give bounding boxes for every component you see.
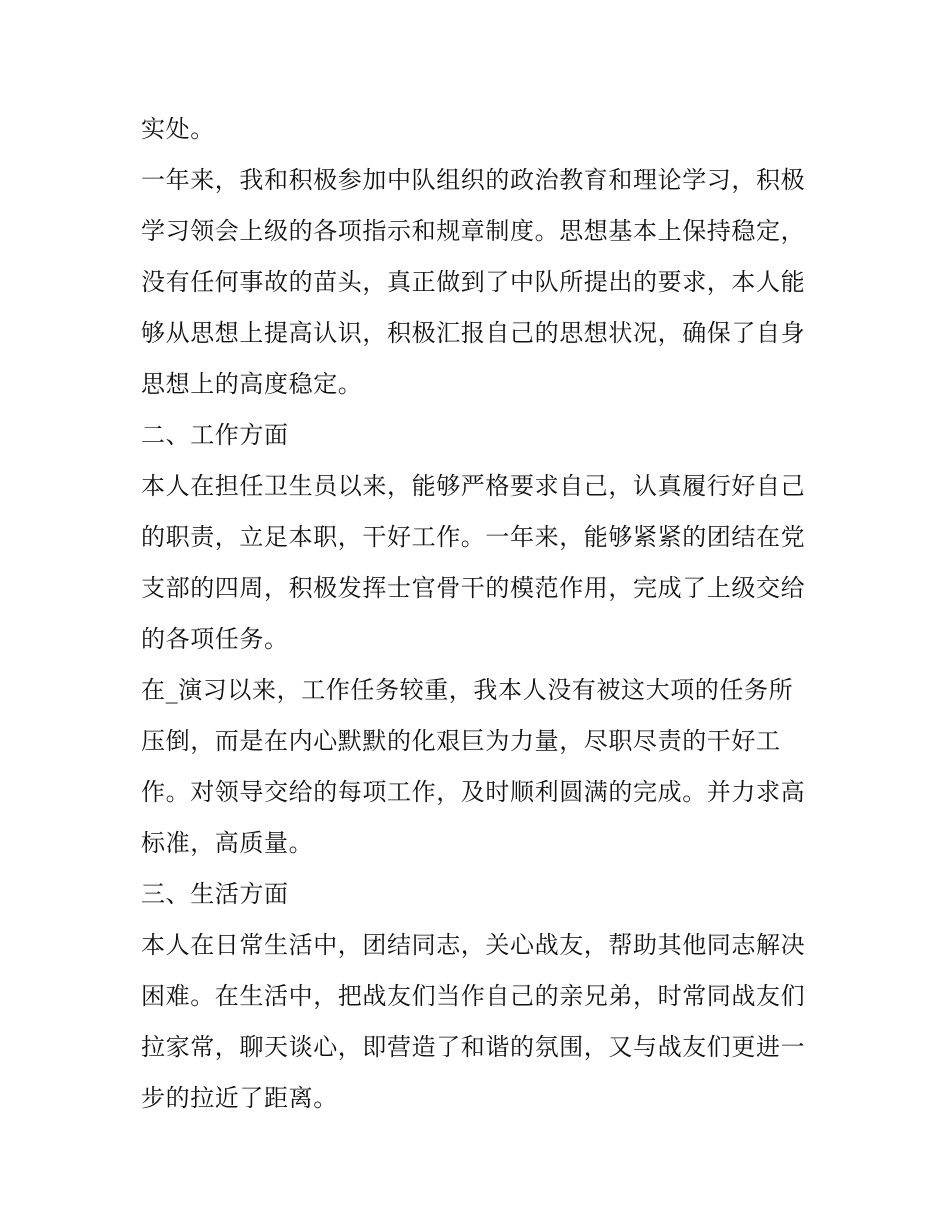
- text-line: 学习领会上级的各项指示和规章制度。思想基本上保持稳定，: [141, 217, 806, 245]
- text-line: 困难。在生活中，把战友们当作自己的亲兄弟，时常同战友们: [141, 982, 806, 1010]
- text-line: 没有任何事故的苗头，真正做到了中队所提出的要求，本人能: [141, 268, 806, 296]
- text-line: 实处。: [141, 115, 215, 143]
- text-line: 的各项任务。: [141, 625, 289, 653]
- text-line: 步的拉近了距离。: [141, 1084, 338, 1112]
- section-heading-work: 二、工作方面: [141, 421, 289, 449]
- text-line: 标准，高质量。: [141, 829, 314, 857]
- text-line: 思想上的高度稳定。: [141, 370, 363, 398]
- text-line: 压倒，而是在内心默默的化艰巨为力量，尽职尽责的干好工: [141, 727, 781, 755]
- text-line: 一年来，我和积极参加中队组织的政治教育和理论学习，积极: [141, 166, 806, 194]
- section-heading-life: 三、生活方面: [141, 880, 289, 908]
- text-line: 的职责，立足本职，干好工作。一年来，能够紧紧的团结在党: [141, 523, 806, 551]
- text-line: 够从思想上提高认识，积极汇报自己的思想状况，确保了自身: [141, 319, 806, 347]
- text-line: 拉家常，聊天谈心，即营造了和谐的氛围，又与战友们更进一: [141, 1033, 806, 1061]
- text-line: 在_演习以来，工作任务较重，我本人没有被这大项的任务所: [141, 676, 794, 704]
- text-line: 本人在日常生活中，团结同志，关心战友，帮助其他同志解决: [141, 931, 806, 959]
- text-line: 支部的四周，积极发挥士官骨干的模范作用，完成了上级交给: [141, 574, 806, 602]
- document-body: [141, 104, 813, 1124]
- text-line: 本人在担任卫生员以来，能够严格要求自己，认真履行好自己: [141, 472, 806, 500]
- text-line: 作。对领导交给的每项工作，及时顺利圆满的完成。并力求高: [141, 778, 806, 806]
